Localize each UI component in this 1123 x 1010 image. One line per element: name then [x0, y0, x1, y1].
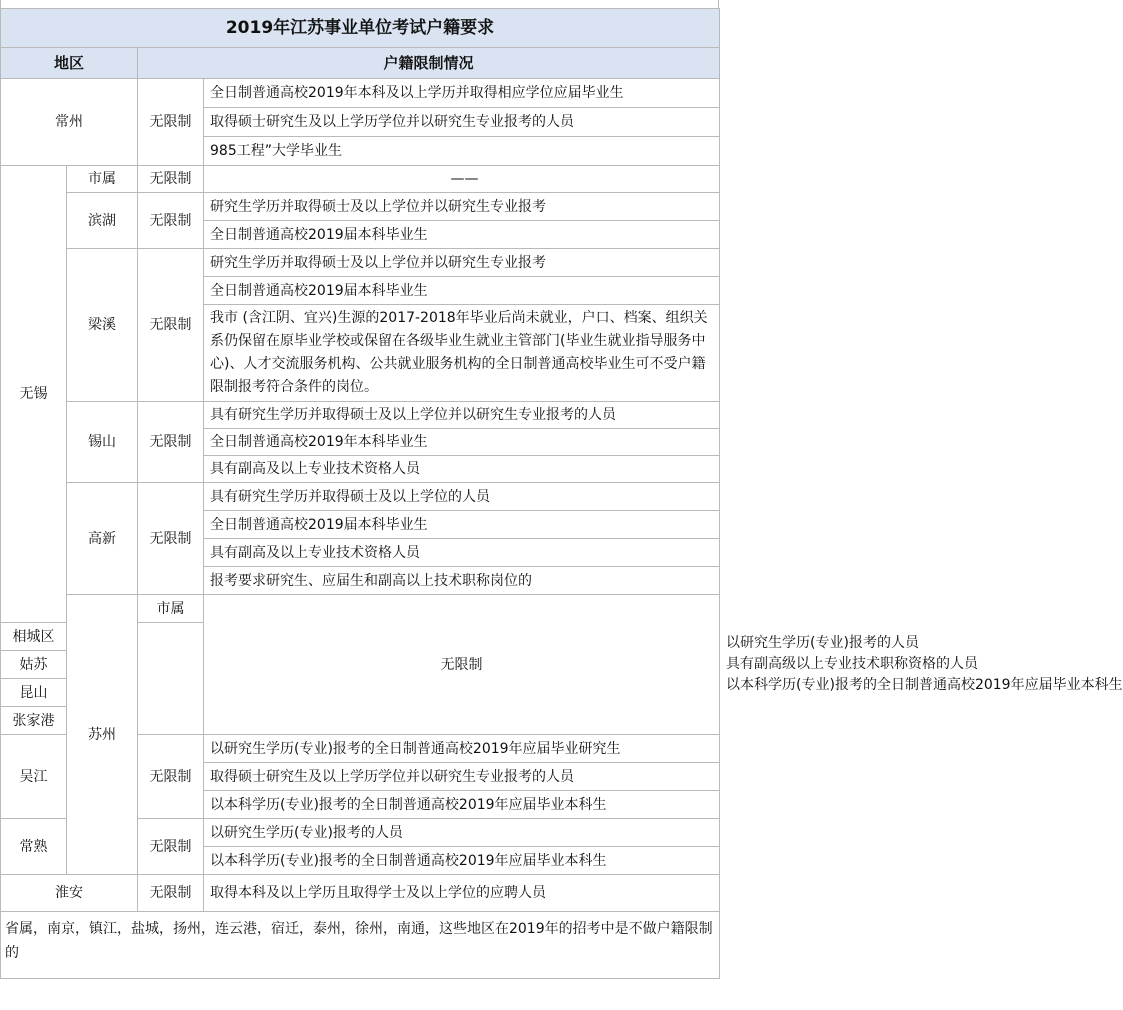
- changzhou-item: 取得硕士研究生及以上学历学位并以研究生专业报考的人员: [204, 108, 720, 137]
- wuxi-gaoxin-item: 具有副高及以上专业技术资格人员: [204, 539, 720, 567]
- district-suzhou-wujiang: 吴江: [1, 735, 67, 819]
- wuxi-binhu-item: 研究生学历并取得硕士及以上学位并以研究生专业报考: [204, 193, 720, 221]
- header-restriction: 户籍限制情况: [138, 48, 720, 79]
- wuxi-xishan-item: 具有副高及以上专业技术资格人员: [204, 456, 720, 483]
- district-suzhou-shishu: 市属: [138, 595, 204, 623]
- suzhou-wujiang-item: 取得硕士研究生及以上学历学位并以研究生专业报考的人员: [204, 763, 720, 791]
- region-huaian: 淮安: [1, 875, 138, 912]
- wuxi-liangxi-item: 我市 (含江阴、宜兴)生源的2017-2018年毕业后尚未就业，户口、档案、组织关系仍保留在原毕业学校或保留在各级毕业生就业主管部门(毕业生就业指导服务中心)、人才交流服务机构、公共就业服务机构的全日制普通高校毕业生可不受户籍限制报考符合条件的岗位。: [204, 305, 720, 402]
- limit-suzhou-group1: 无限制: [204, 595, 720, 735]
- suzhou-changshu-item: 以本科学历(专业)报考的全日制普通高校2019年应届毕业本科生: [204, 847, 720, 875]
- wuxi-liangxi-item: 全日制普通高校2019届本科毕业生: [204, 277, 720, 305]
- limit-wuxi-liangxi: 无限制: [138, 249, 204, 402]
- wuxi-gaoxin-item: 全日制普通高校2019届本科毕业生: [204, 511, 720, 539]
- footer-note: 省属，南京，镇江，盐城，扬州，连云港，宿迁，泰州，徐州，南通，这些地区在2019年的招考中是不做户籍限制的: [1, 912, 720, 979]
- district-wuxi-gaoxin: 高新: [67, 483, 138, 595]
- header-region: 地区: [1, 48, 138, 79]
- wuxi-xishan-item: 具有研究生学历并取得硕士及以上学位并以研究生专业报考的人员: [204, 402, 720, 429]
- wuxi-liangxi-item: 研究生学历并取得硕士及以上学位并以研究生专业报考: [204, 249, 720, 277]
- wuxi-binhu-item: 全日制普通高校2019届本科毕业生: [204, 221, 720, 249]
- district-wuxi-liangxi: 梁溪: [67, 249, 138, 402]
- changzhou-item: 全日制普通高校2019年本科及以上学历并取得相应学位应届毕业生: [204, 79, 720, 108]
- wuxi-xishan-item: 全日制普通高校2019年本科毕业生: [204, 429, 720, 456]
- district-wuxi-xishan: 锡山: [67, 402, 138, 483]
- district-wuxi-binhu: 滨湖: [67, 193, 138, 249]
- district-wuxi-shishu: 市属: [67, 166, 138, 193]
- table-title: 2019年江苏事业单位考试户籍要求: [1, 9, 720, 48]
- suzhou-changshu-item: 以研究生学历(专业)报考的人员: [204, 819, 720, 847]
- suzhou-wujiang-item: 以本科学历(专业)报考的全日制普通高校2019年应届毕业本科生: [204, 791, 720, 819]
- district-suzhou-zhangjiagang: 张家港: [1, 707, 67, 735]
- limit-suzhou-changshu: 无限制: [138, 819, 204, 875]
- district-suzhou-kunshan: 昆山: [1, 679, 67, 707]
- limit-wuxi-binhu: 无限制: [138, 193, 204, 249]
- region-suzhou: 苏州: [67, 595, 138, 875]
- limit-wuxi-shishu: 无限制: [138, 166, 204, 193]
- district-suzhou-xiangcheng: 相城区: [1, 623, 67, 651]
- limit-suzhou-wujiang: 无限制: [138, 735, 204, 819]
- limit-wuxi-gaoxin: 无限制: [138, 483, 204, 595]
- region-wuxi: 无锡: [1, 166, 67, 623]
- changzhou-item: 985工程”大学毕业生: [204, 137, 720, 166]
- suzhou-wujiang-item: 以研究生学历(专业)报考的全日制普通高校2019年应届毕业研究生: [204, 735, 720, 763]
- district-suzhou-gusu: 姑苏: [1, 651, 67, 679]
- region-changzhou: 常州: [1, 79, 138, 166]
- limit-huaian: 无限制: [138, 875, 204, 912]
- wuxi-gaoxin-item: 具有研究生学历并取得硕士及以上学位的人员: [204, 483, 720, 511]
- wuxi-shishu-item: ——: [204, 166, 720, 193]
- limit-changzhou: 无限制: [138, 79, 204, 166]
- household-registration-table: 2019年江苏事业单位考试户籍要求 地区 户籍限制情况 常州 无限制 全日制普通高校2019年本科及以上学历并取得相应学位应届毕业生 取得硕士研究生及以上学历学位并以研究生专业报考的人员 985工程”大学毕业生 无锡 市属 无限制 —— 滨湖 无限制 研究生学历并取得硕士及以上学位并以研究生专业报考 全日制普通高校2019届本科毕业生 梁溪 无限制 研究生学历并取得硕士及以上学位并以研究生专业报考 全日制普通高校2019届本科毕业生 我市 (含江阴、宜兴)生源的2017-2018年毕业后尚未就业，户口、档案、组织关系仍保留在原毕业学校或保留在各级毕业生就业主管部门(毕业生就业指导服务中心)、人才交流服务机构、公共就业服务机构的全日制普通高校毕业生可不受户籍限制报考符合条件的岗位。 锡山 无限制 具有研究生学历并取得硕士及以上学位并以研究生专业报考的人员 全日制普通高校2019年本科毕业生 具有副高及以上专业技术资格人员 高新 无限制 具有研究生学历并取得硕士及以上学位的人员 全日制普通高校2019届本科毕业生 具有副高及以上专业技术资格人员 报考要求研究生、应届生和副高以上技术职称岗位的 苏州 市属 无限制 以研究生学历(专业)报考的人员 具有副高级以上专业技术职称资格的人员 以本科学历(专业)报考的全日制普通高校2019年应届毕业本科生 相城区 姑苏 昆山 张家港 吴江 无限制 以研究生学历(专业)报考的全日制普通高校2019年应届毕业研究生 取得硕士研究生及以上学历学位并以研究生专业报考的人员 以本科学历(专业)报考的全日制普通高校2019年应届毕业本科生 常熟 无限制 以研究生学历(专业)报考的人员 以本科学历(专业)报考的全日制普通高校2019年应届毕业本科生 淮安 无限制 取得本科及以上学历且取得学士及以上学位的应聘人员 省属，南京，镇江，盐城，扬州，连云港，宿迁，泰州，徐州，南通，这些地区在2019年的招考中是不做户籍限制的: [0, 8, 720, 979]
- wuxi-gaoxin-item: 报考要求研究生、应届生和副高以上技术职称岗位的: [204, 567, 720, 595]
- limit-wuxi-xishan: 无限制: [138, 402, 204, 483]
- district-suzhou-changshu: 常熟: [1, 819, 67, 875]
- huaian-item: 取得本科及以上学历且取得学士及以上学位的应聘人员: [204, 875, 720, 912]
